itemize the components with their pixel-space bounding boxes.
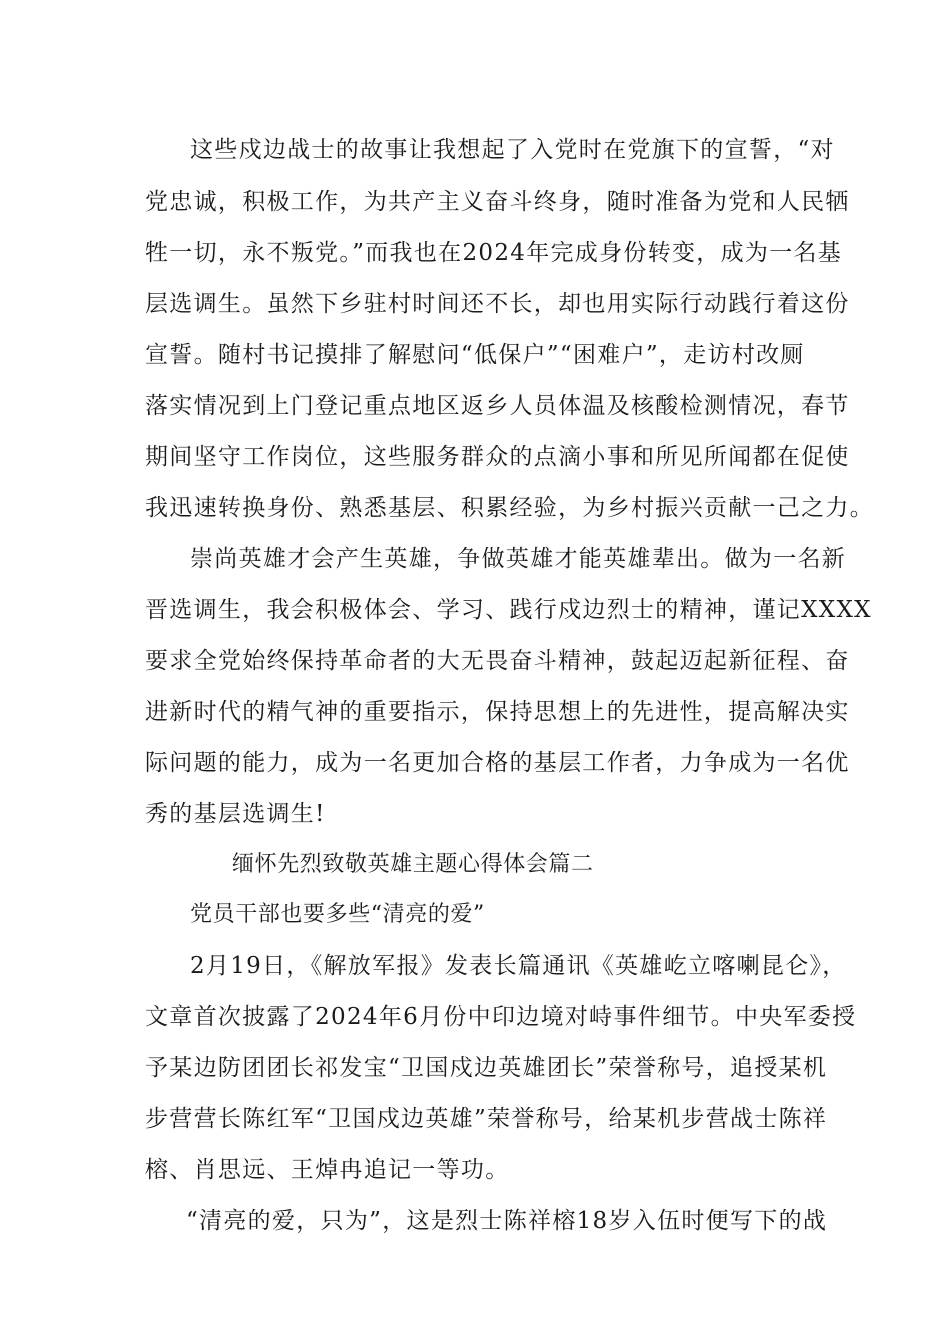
- paragraph-1-line-2: 党忠诚，积极工作，为共产主义奋斗终身，随时准备为党和人民牺: [145, 189, 850, 215]
- paragraph-1-line-3: 牲一切，永不叛党。”而我也在2024年完成身份转变，成为一名基: [145, 240, 843, 266]
- paragraph-1-line-6: 落实情况到上门登记重点地区返乡人员体温及核酸检测情况，春节: [145, 393, 850, 419]
- paragraph-3-line-2: 文章首次披露了2024年6月份中印边境对峙事件细节。中央军委授: [145, 1004, 857, 1030]
- paragraph-2-line-4: 进新时代的精气神的重要指示，保持思想上的先进性，提高解决实: [145, 699, 850, 725]
- paragraph-3-line-4: 步营营长陈红军“卫国戍边英雄”荣誉称号，给某机步营战士陈祥: [145, 1106, 828, 1132]
- section-heading: 缅怀先烈致敬英雄主题心得体会篇二: [232, 852, 594, 877]
- paragraph-2-line-5: 际问题的能力，成为一名更加合格的基层工作者，力争成为一名优: [145, 750, 850, 776]
- paragraph-4-line-1: “清亮的爱，只为”，这是烈士陈祥榕18岁入伍时便写下的战: [186, 1208, 828, 1234]
- paragraph-1-line-8: 我迅速转换身份、熟悉基层、积累经验，为乡村振兴贡献一己之力。: [145, 495, 874, 521]
- paragraph-2-line-6: 秀的基层选调生!: [145, 801, 326, 827]
- paragraph-1-line-7: 期间坚守工作岗位，这些服务群众的点滴小事和所见所闻都在促使: [145, 444, 850, 470]
- article-title: 党员干部也要多些“清亮的爱”: [190, 902, 485, 927]
- paragraph-3-line-1: 2月19日，《解放军报》发表长篇通讯《英雄屹立喀喇昆仑》，: [190, 953, 847, 979]
- paragraph-1-line-5: 宣誓。随村书记摸排了解慰问“低保户”“困难户”，走访村改厕: [145, 342, 805, 368]
- paragraph-1-line-4: 层选调生。虽然下乡驻村时间还不长，却也用实际行动践行着这份: [145, 291, 850, 317]
- paragraph-1-line-1: 这些戍边战士的故事让我想起了入党时在党旗下的宣誓，“对: [190, 137, 835, 163]
- paragraph-2-line-1: 崇尚英雄才会产生英雄，争做英雄才能英雄辈出。做为一名新: [190, 546, 847, 572]
- paragraph-2-line-2: 晋选调生，我会积极体会、学习、践行戍边烈士的精神，谨记XXXX: [145, 597, 872, 623]
- paragraph-3-line-3: 予某边防团团长祁发宝“卫国戍边英雄团长”荣誉称号，追授某机: [145, 1055, 828, 1081]
- paragraph-2-line-3: 要求全党始终保持革命者的大无畏奋斗精神，鼓起迈起新征程、奋: [145, 648, 850, 674]
- paragraph-3-line-5: 榕、肖思远、王焯冉追记一等功。: [145, 1157, 510, 1183]
